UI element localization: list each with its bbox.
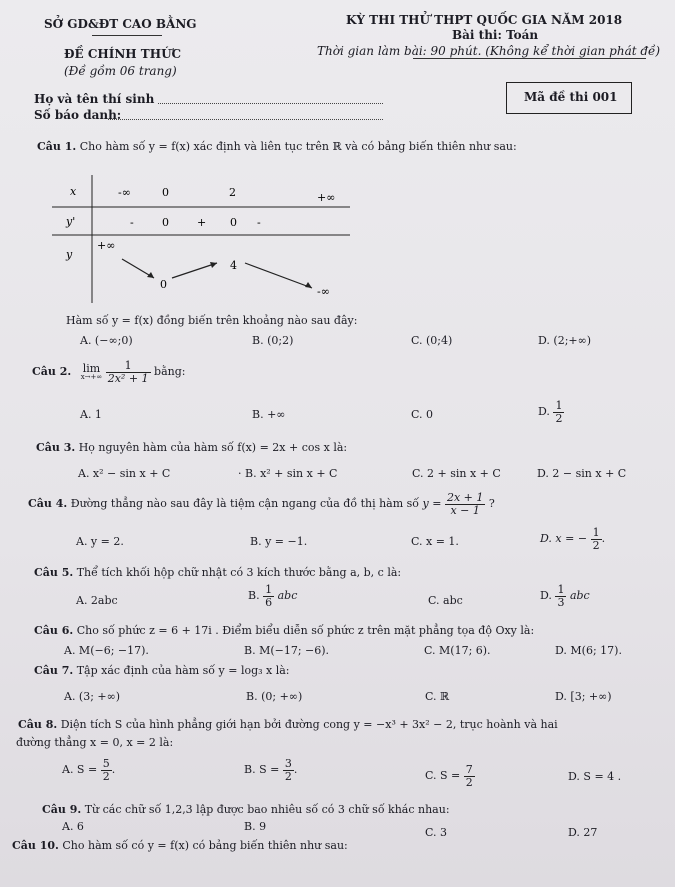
q1-y-val: -∞: [317, 285, 330, 298]
q2-answer-c[interactable]: C. 0: [411, 408, 434, 421]
q1-arrow-down: [245, 263, 312, 288]
q9-answer-b[interactable]: B. 9: [244, 820, 267, 833]
q8-c-fraction: [464, 764, 475, 788]
q7-answer-c[interactable]: C. ℝ: [425, 690, 450, 703]
q4-d-label: D. x = −: [540, 532, 588, 546]
q5-d-post: abc: [569, 589, 590, 603]
q3-answer-d[interactable]: D. 2 − sin x + C: [537, 467, 627, 480]
q6-stem: [34, 624, 534, 637]
q5-answer-d[interactable]: [540, 584, 590, 608]
exam-title: KỲ THI THỬ THPT QUỐC GIA NĂM 2018: [346, 13, 623, 27]
q3-text: Họ nguyên hàm của hàm số f(x) = 2x + cos x là:: [78, 441, 348, 454]
q8-answer-a[interactable]: [62, 758, 115, 782]
q6-answer-c[interactable]: C. M(17; 6).: [424, 644, 491, 657]
q4-answer-c[interactable]: C. x = 1.: [411, 535, 459, 548]
q9-answer-a[interactable]: A. 6: [62, 820, 84, 833]
org-name: SỞ GD&ĐT CAO BẰNG: [44, 17, 197, 31]
q7-answer-d[interactable]: D. [3; +∞): [555, 690, 612, 703]
q7-answer-b[interactable]: B. (0; +∞): [246, 690, 303, 703]
q1-yp-sign: -: [257, 216, 261, 229]
exam-code: Mã đề thi 001: [524, 90, 618, 104]
q8-c-num: 7: [465, 763, 473, 776]
q8-text: Diện tích S của hình phẳng giới hạn bởi đường cong y = −x³ + 3x² − 2, trục hoành và hai: [60, 718, 558, 731]
q5-answer-a[interactable]: A. 2abc: [76, 594, 118, 607]
q8-a-den: 2: [102, 769, 110, 783]
q6-answer-a[interactable]: A. M(−6; −17).: [64, 644, 149, 657]
q5-answer-c[interactable]: C. abc: [428, 594, 463, 607]
q1-arrow-up: [172, 263, 217, 278]
q8-b-label: B. S =: [244, 763, 280, 777]
q4-qmark: ?: [488, 497, 495, 511]
q5-stem: [34, 566, 401, 579]
q10-label: Câu 10.: [12, 839, 59, 852]
q1-variation-table: [52, 175, 352, 305]
q2-limit: [81, 363, 103, 381]
q1-table-y-header: y: [66, 248, 73, 261]
q9-answer-c[interactable]: C. 3: [425, 826, 448, 839]
q6-label: Câu 6.: [34, 624, 74, 637]
q8-a-num: 5: [102, 757, 110, 770]
q1-label: Câu 1.: [37, 140, 77, 153]
q4-text: Đường thẳng nào sau đây là tiệm cận ngang của đồ thị hàm số: [70, 497, 420, 511]
q5-d-fraction: [555, 584, 566, 608]
q1-answer-a[interactable]: A. (−∞;0): [80, 334, 133, 347]
q1-answer-c[interactable]: C. (0;4): [411, 334, 453, 347]
q3-answer-b[interactable]: · B. x² + sin x + C: [238, 467, 338, 480]
q4-d-num: 1: [592, 526, 600, 539]
q1-y-val: 4: [230, 259, 237, 272]
q1-yp-sign: -: [130, 216, 134, 229]
q1-x-val: 2: [229, 186, 236, 199]
q5-d-num: 1: [557, 583, 565, 596]
q4-den: x − 1: [450, 503, 480, 517]
q5-b-den: 6: [265, 595, 273, 609]
q6-text: Cho số phức z = 6 + 17i . Điểm biểu diễn số phức z trên mặt phẳng tọa độ Oxy là:: [76, 624, 535, 637]
q8-a-post: .: [111, 763, 116, 777]
q5-answer-b[interactable]: [248, 584, 297, 608]
q5-text: Thể tích khối hộp chữ nhật có 3 kích thước bằng a, b, c là:: [76, 566, 402, 579]
q7-label: Câu 7.: [34, 664, 74, 677]
q9-stem: [42, 803, 450, 816]
q3-answer-c[interactable]: C. 2 + sin x + C: [412, 467, 501, 480]
q5-b-fraction: [263, 584, 274, 608]
q10-text: Cho hàm số có y = f(x) có bảng biến thiên như sau:: [62, 839, 348, 852]
q8-a-label: A. S =: [62, 763, 98, 777]
q8-answer-b[interactable]: [244, 758, 297, 782]
q1-answer-d[interactable]: D. (2;+∞): [538, 334, 592, 347]
q6-answer-b[interactable]: B. M(−17; −6).: [244, 644, 330, 657]
q7-text: Tập xác định của hàm số y = log₃ x là:: [76, 664, 290, 677]
q5-b-post: abc: [277, 589, 298, 603]
q1-yp-sign: +: [197, 216, 207, 229]
q9-text: Từ các chữ số 1,2,3 lập được bao nhiêu số có 3 chữ số khác nhau:: [84, 803, 450, 816]
q2-answer-b[interactable]: B. +∞: [252, 408, 286, 421]
q2-d-den: 2: [555, 411, 563, 425]
q2-d-num: 1: [555, 399, 563, 412]
q2-answer-d[interactable]: [538, 400, 564, 424]
q5-b-label: B.: [248, 589, 260, 603]
q8-b-post: .: [293, 763, 298, 777]
q2-den: 2x² + 1: [107, 371, 149, 385]
time-underline: [413, 58, 646, 59]
q2-stem: [32, 360, 185, 384]
q1-yp-sign: 0: [230, 216, 237, 229]
q8-answer-c[interactable]: [425, 764, 475, 788]
q2-lim-word: lim: [82, 362, 101, 376]
q1-x-val: 0: [162, 186, 169, 199]
q4-d-fraction: [591, 527, 602, 551]
q2-num: 1: [106, 360, 151, 373]
q8-b-den: 2: [284, 769, 292, 783]
q1-yp-sign: 0: [162, 216, 169, 229]
q9-label: Câu 9.: [42, 803, 82, 816]
q2-lim-sub: x→+∞: [80, 373, 103, 382]
q1-question: Hàm số y = f(x) đồng biến trên khoảng nào sau đây:: [66, 314, 358, 327]
q7-stem: [34, 664, 290, 677]
org-underline: [92, 35, 162, 36]
q4-fx: y =: [422, 497, 442, 511]
q3-answer-a[interactable]: A. x² − sin x + C: [78, 467, 171, 480]
q9-answer-d[interactable]: D. 27: [568, 826, 598, 839]
q8-c-label: C. S =: [425, 769, 461, 783]
q8-a-fraction: [101, 758, 112, 782]
exam-time: Thời gian làm bài: 90 phút. (Không kể thời gian phát đề): [317, 44, 661, 58]
q8-answer-d[interactable]: D. S = 4 .: [568, 770, 622, 783]
q4-answer-a[interactable]: A. y = 2.: [76, 535, 124, 548]
q1-y-val: +∞: [97, 239, 116, 252]
q5-d-den: 3: [557, 595, 565, 609]
q2-fraction: [106, 360, 151, 384]
official-label: ĐỀ CHÍNH THỨC: [64, 47, 182, 61]
q8-label: Câu 8.: [18, 718, 58, 731]
q4-fraction: [445, 492, 485, 516]
q4-d-den: 2: [592, 538, 600, 552]
q2-suffix: bằng:: [154, 365, 186, 379]
q1-table-x-header: x: [70, 185, 77, 198]
q8-c-den: 2: [465, 775, 473, 789]
q3-label: Câu 3.: [36, 441, 76, 454]
q8-stem: [18, 718, 558, 731]
q1-text: Cho hàm số y = f(x) xác định và liên tục trên ℝ và có bảng biến thiên như sau:: [79, 140, 517, 153]
q2-label: Câu 2.: [32, 365, 72, 379]
q4-stem: [28, 492, 495, 516]
q10-stem: [12, 839, 348, 852]
q2-d-label: D.: [538, 405, 550, 419]
q2-d-fraction: [553, 400, 564, 424]
q4-answer-d[interactable]: [540, 527, 605, 551]
page-count: (Đề gồm 06 trang): [64, 64, 177, 78]
q3-stem: [36, 441, 347, 454]
q8-text2: đường thẳng x = 0, x = 2 là:: [16, 736, 174, 749]
q8-b-fraction: [283, 758, 294, 782]
q8-b-num: 3: [284, 757, 292, 770]
q5-d-label: D.: [540, 589, 552, 603]
q1-answer-b[interactable]: B. (0;2): [252, 334, 294, 347]
q4-label: Câu 4.: [28, 497, 68, 511]
q2-answer-a[interactable]: A. 1: [80, 408, 102, 421]
id-field[interactable]: [108, 119, 383, 120]
q4-d-tail: .: [601, 532, 606, 546]
q1-stem: [37, 140, 517, 153]
q1-arrow-head: [305, 282, 312, 288]
name-label: Họ và tên thí sinh: [34, 92, 155, 106]
q5-b-num: 1: [265, 583, 273, 596]
exam-code-box: [506, 82, 632, 114]
q5-label: Câu 5.: [34, 566, 74, 579]
q4-answer-b[interactable]: B. y = −1.: [250, 535, 308, 548]
q7-answer-a[interactable]: A. (3; +∞): [64, 690, 121, 703]
q4-num: 2x + 1: [446, 491, 484, 504]
name-field[interactable]: [158, 103, 383, 104]
q1-table-yp-header: y': [66, 215, 76, 228]
exam-subject: Bài thi: Toán: [452, 28, 539, 42]
q6-answer-d[interactable]: D. M(6; 17).: [555, 644, 622, 657]
q1-x-val: -∞: [118, 186, 131, 199]
q1-y-val: 0: [160, 278, 167, 291]
q1-arrow-head: [210, 262, 217, 268]
id-label: Số báo danh:: [34, 108, 122, 122]
q1-x-val: +∞: [317, 191, 336, 204]
